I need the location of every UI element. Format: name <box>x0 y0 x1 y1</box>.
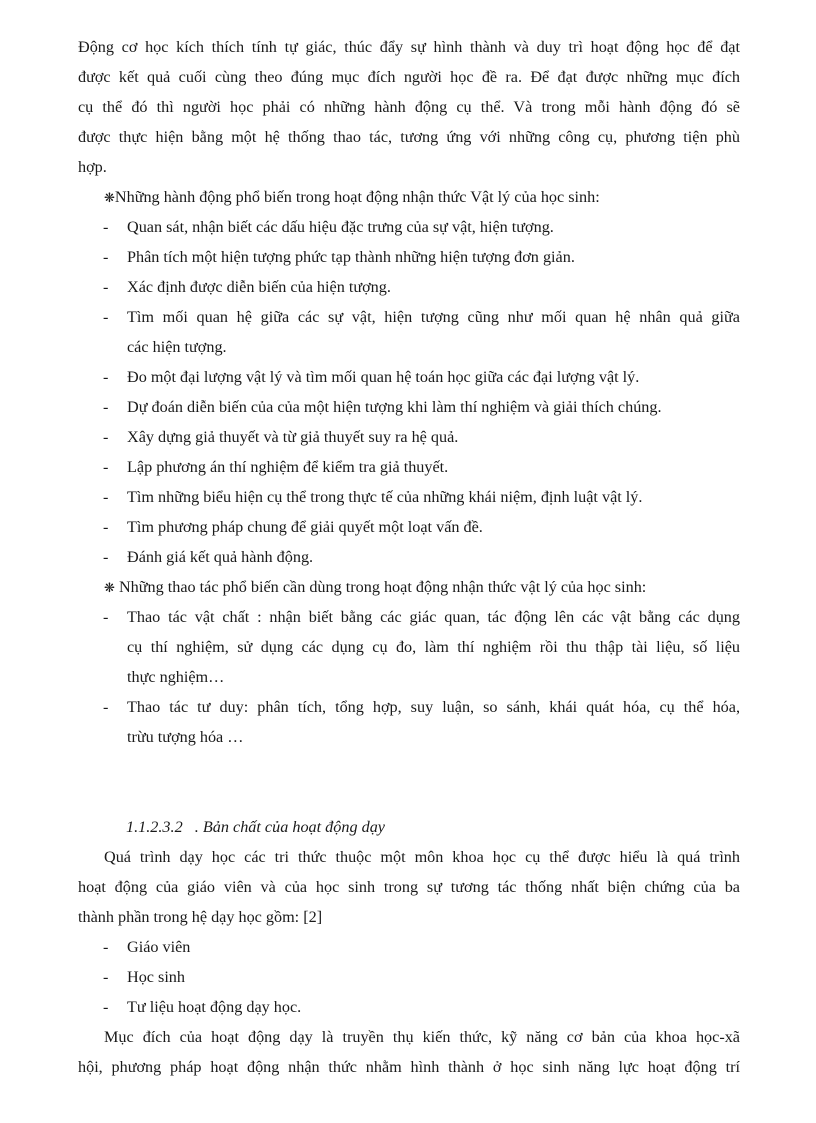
paragraph-line: thành phần trong hệ dạy học gồm: [2] <box>78 908 323 926</box>
list-item: - Phân tích một hiện tượng phức tạp thành những hiện tượng đơn giản. <box>103 248 575 266</box>
list-item: - Tìm phương pháp chung để giải quyết một loạt vấn đề. <box>103 518 483 536</box>
list-item: - Quan sát, nhận biết các dấu hiệu đặc trưng của sự vật, hiện tượng. <box>103 218 554 236</box>
paragraph-line: được kết quả cuối cùng theo đúng mục đích người học đề ra. Để đạt được những mục đích <box>78 68 740 86</box>
list-item: - Lập phương án thí nghiệm để kiểm tra giả thuyết. <box>103 458 449 476</box>
actions-heading: ❋Những hành động phổ biến trong hoạt động nhận thức Vật lý của học sinh: <box>104 188 600 206</box>
list-item: - Dự đoán diễn biến của của một hiện tượng khi làm thí nghiệm và giải thích chúng. <box>103 398 662 416</box>
paragraph-line: hoạt động của giáo viên và của học sinh trong sự tương tác thống nhất biện chứng của ba <box>78 878 740 896</box>
ops-heading: ❋ Những thao tác phổ biến cần dùng trong hoạt động nhận thức vật lý của học sinh: <box>104 578 647 596</box>
list-item: - Thao tác vật chất : nhận biết bằng các giác quan, tác động lên các vật bằng các dụng <box>103 608 740 626</box>
asterism-icon: ❋ <box>104 190 115 205</box>
list-item: - Đánh giá kết quả hành động. <box>103 548 314 566</box>
list-item-continuation: cụ thí nghiệm, sử dụng các dụng cụ đo, làm thí nghiệm rồi thu thập tài liệu, số liệu <box>127 638 740 656</box>
asterism-icon: ❋ <box>104 580 115 595</box>
paragraph-line: Động cơ học kích thích tính tự giác, thúc đẩy sự hình thành và duy trì hoạt động học để đạt <box>78 38 740 56</box>
spacer <box>78 752 740 812</box>
list-item-continuation: thực nghiệm… <box>127 668 225 686</box>
paragraph-line: hội, phương pháp hoạt động nhận thức nhằm hình thành ở học sinh năng lực hoạt động trí <box>78 1058 740 1076</box>
paragraph-line: Mục đích của hoạt động dạy là truyền thụ kiến thức, kỹ năng cơ bản của khoa học-xã <box>104 1028 740 1046</box>
list-item-continuation: các hiện tượng. <box>127 338 227 356</box>
list-item: - Tìm những biểu hiện cụ thể trong thực tế của những khái niệm, định luật vật lý. <box>103 488 643 506</box>
list-item-continuation: trừu tượng hóa … <box>127 728 244 746</box>
document-page <box>78 32 740 1082</box>
list-item: - Giáo viên <box>103 938 191 956</box>
list-item: - Thao tác tư duy: phân tích, tổng hợp, suy luận, so sánh, khái quát hóa, cụ thể hóa, <box>103 698 740 716</box>
paragraph-line: Quá trình dạy học các tri thức thuộc một môn khoa học cụ thể được hiểu là quá trình <box>104 848 740 866</box>
section-heading: 1.1.2.3.2 . Bản chất của hoạt động dạy <box>126 818 385 836</box>
list-item: - Tư liệu hoạt động dạy học. <box>103 998 302 1016</box>
paragraph-line: hợp. <box>78 158 107 176</box>
list-item: - Học sinh <box>103 968 185 986</box>
list-item: - Đo một đại lượng vật lý và tìm mối quan hệ toán học giữa các đại lượng vật lý. <box>103 368 640 386</box>
list-item: - Xác định được diễn biến của hiện tượng. <box>103 278 391 296</box>
paragraph-line: được thực hiện bằng một hệ thống thao tác, tương ứng với những công cụ, phương tiện phù <box>78 128 740 146</box>
list-item: - Xây dựng giả thuyết và từ giả thuyết suy ra hệ quả. <box>103 428 459 446</box>
list-item: - Tìm mối quan hệ giữa các sự vật, hiện tượng cũng như mối quan hệ nhân quả giữa <box>103 308 740 326</box>
paragraph-line: cụ thể đó thì người học phải có những hành động cụ thể. Và trong mỗi hành động đó sẽ <box>78 98 740 116</box>
